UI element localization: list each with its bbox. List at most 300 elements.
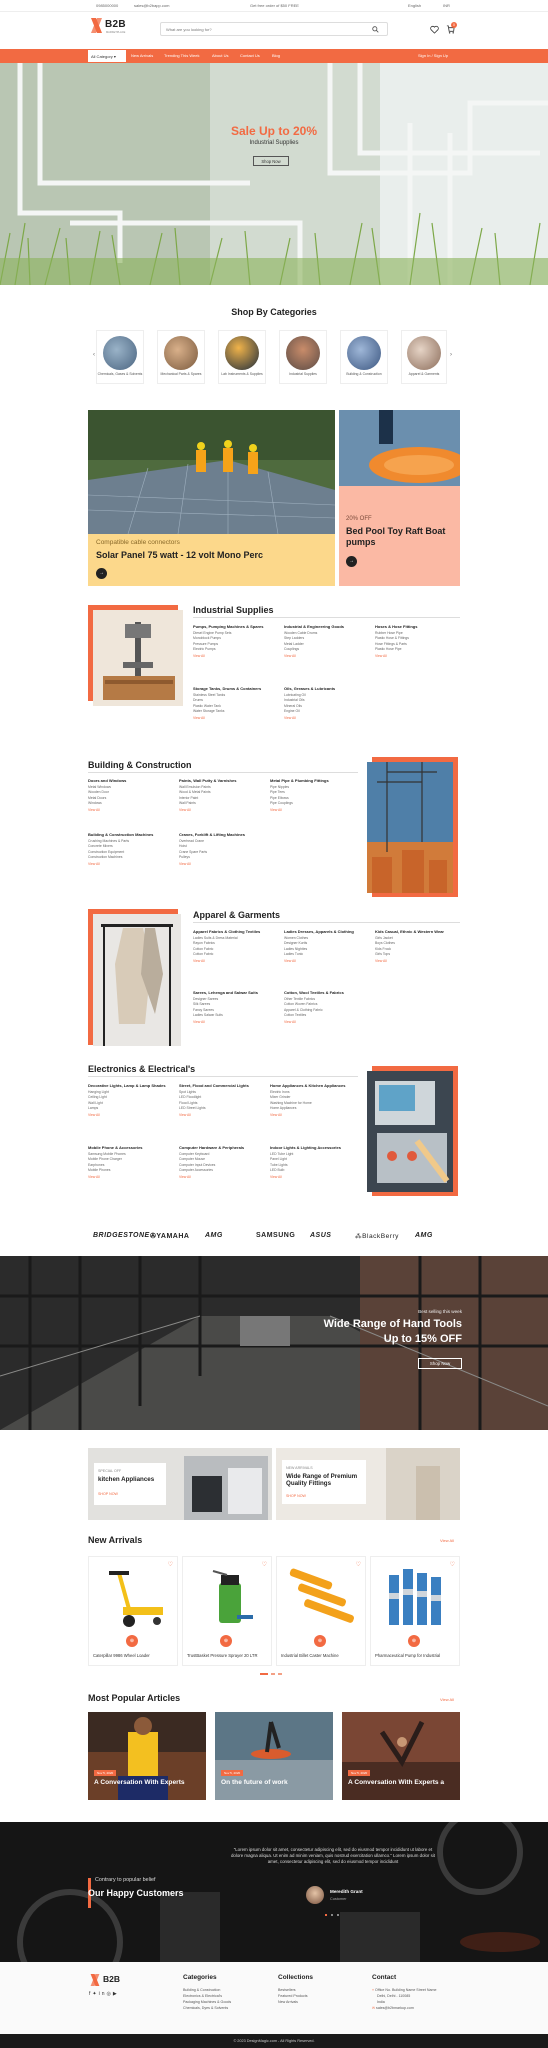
column-heading[interactable]: Building & Construction Machines bbox=[88, 832, 154, 837]
column-heading[interactable]: Decorative Lights, Lamp & Lamp Shades bbox=[88, 1083, 166, 1088]
new-arrivals-title: New Arrivals bbox=[88, 1535, 143, 1545]
article-date: Nov 5, 2020 bbox=[221, 1770, 243, 1776]
column-link[interactable]: Step Ladders bbox=[284, 636, 305, 641]
view-all-link[interactable]: View All bbox=[270, 1112, 282, 1117]
building-column bbox=[88, 778, 170, 812]
column-link[interactable]: Hanging Light bbox=[88, 1090, 109, 1094]
category-card[interactable] bbox=[96, 330, 144, 384]
column-link[interactable]: Cotton Textiles bbox=[284, 1013, 307, 1018]
electronics-column bbox=[270, 1145, 354, 1179]
column-link[interactable]: Plastic Water Tank bbox=[193, 703, 221, 708]
arrow-right-icon[interactable]: → bbox=[346, 556, 357, 567]
column-link[interactable]: Rubber Hose Pipe bbox=[375, 631, 403, 635]
column-link[interactable]: Pipe Couplings bbox=[270, 801, 293, 806]
product-card[interactable] bbox=[182, 1556, 272, 1666]
promo-text: Get free order of $50 FREE bbox=[250, 3, 299, 8]
view-all-link[interactable]: View All bbox=[284, 653, 296, 658]
column-link[interactable]: Industrial Oils bbox=[284, 698, 305, 703]
column-heading[interactable]: Kids Casual, Ethnic & Western Wear bbox=[375, 929, 444, 934]
column-link[interactable]: Interior Paint bbox=[179, 795, 199, 800]
add-to-cart-icon[interactable]: ⊕ bbox=[408, 1635, 420, 1647]
column-link[interactable]: LED Tube Light bbox=[270, 1152, 294, 1156]
electronics-column bbox=[179, 1083, 261, 1117]
linkedin-icon[interactable]: in bbox=[98, 1991, 107, 1997]
testimonial-title: Our Happy Customers bbox=[88, 1888, 184, 1898]
column-link[interactable]: Wall Paints bbox=[179, 801, 196, 806]
view-all-link[interactable]: View All bbox=[88, 807, 100, 812]
hero-shop-now-button[interactable]: Shop Now bbox=[253, 156, 289, 166]
column-link[interactable]: Plastic Hose Pipe bbox=[375, 647, 402, 652]
column-link[interactable]: Designer Kurtis bbox=[284, 941, 308, 946]
tools-shop-now-button[interactable]: Shop Now bbox=[418, 1358, 462, 1369]
category-image bbox=[225, 336, 259, 370]
view-all-link[interactable]: View All bbox=[375, 958, 387, 963]
view-all-link[interactable]: View All bbox=[193, 653, 205, 658]
column-link[interactable]: Designer Sarees bbox=[193, 997, 219, 1001]
view-all-link[interactable]: View All bbox=[270, 807, 282, 812]
footer-logo-icon[interactable] bbox=[90, 1974, 100, 1986]
footer-link[interactable]: Bestsellers bbox=[278, 1988, 296, 1992]
solar-tag: Compatible cable connectors bbox=[96, 539, 180, 546]
facebook-icon[interactable]: f bbox=[89, 1991, 93, 1997]
location-icon: ⌖ bbox=[372, 1988, 375, 1992]
column-link[interactable]: Wooden Door bbox=[88, 790, 109, 795]
divider bbox=[193, 922, 460, 923]
footer-categories-list bbox=[183, 1987, 231, 2011]
divider bbox=[88, 772, 358, 773]
article-title[interactable]: A Conversation With Experts bbox=[94, 1779, 185, 1786]
column-heading[interactable]: Sarees, Lehenga and Salwar Suits bbox=[193, 990, 258, 995]
customer-name: Meredith Grant bbox=[330, 1889, 363, 1894]
product-image bbox=[193, 1565, 263, 1633]
view-all-link[interactable]: View All bbox=[270, 1174, 282, 1179]
categories-title: Shop By Categories bbox=[231, 307, 317, 317]
product-image bbox=[283, 1567, 361, 1633]
product-image bbox=[99, 1569, 169, 1633]
brand-logo[interactable]: ✇YAMAHA bbox=[150, 1233, 190, 1240]
column-link[interactable]: Pipe Elbows bbox=[270, 795, 289, 800]
brand-logo[interactable]: AMG bbox=[205, 1232, 223, 1239]
column-link[interactable]: Women Clothes bbox=[284, 936, 309, 940]
column-link[interactable]: Metal Windows bbox=[88, 785, 111, 789]
column-link[interactable]: Ladies Salwar Suits bbox=[193, 1013, 223, 1018]
column-link[interactable]: Computer Input Devices bbox=[179, 1162, 216, 1167]
footer bbox=[0, 1962, 548, 2034]
add-to-cart-icon[interactable]: ⊕ bbox=[314, 1635, 326, 1647]
column-link[interactable]: Flood Lights bbox=[179, 1100, 198, 1105]
column-link[interactable]: Home Appliances bbox=[270, 1106, 297, 1111]
column-link[interactable]: Ladies Suits & Dress Material bbox=[193, 936, 238, 940]
column-link[interactable]: Wooden Cable Drums bbox=[284, 631, 318, 635]
category-card[interactable] bbox=[340, 330, 388, 384]
all-category-button[interactable] bbox=[88, 50, 126, 62]
column-heading[interactable]: Computer Hardware & Peripherals bbox=[179, 1145, 245, 1150]
column-link[interactable]: Samsung Mobile Phones bbox=[88, 1152, 126, 1156]
column-link[interactable]: Lubricating Oil bbox=[284, 693, 306, 697]
column-heading[interactable]: Metal Pipe & Plumbing Fittings bbox=[270, 778, 329, 783]
apparel-image bbox=[93, 914, 181, 1046]
column-link[interactable]: Overhead Crane bbox=[179, 839, 205, 843]
category-card[interactable] bbox=[279, 330, 327, 384]
product-card[interactable] bbox=[276, 1556, 366, 1666]
building-column bbox=[179, 778, 261, 812]
logo-text[interactable]: B2B bbox=[105, 19, 126, 30]
article-card[interactable] bbox=[342, 1712, 460, 1800]
column-link[interactable]: Construction Equipment bbox=[88, 849, 125, 854]
column-link[interactable]: LED Floodlight bbox=[179, 1095, 202, 1100]
divider bbox=[88, 1076, 358, 1077]
cart-count-badge: 0 bbox=[451, 22, 457, 28]
column-heading[interactable]: Indoor Lights & Lighting Accessories bbox=[270, 1145, 341, 1150]
view-all-link[interactable]: View All bbox=[179, 1112, 191, 1117]
building-title: Building & Construction bbox=[88, 760, 192, 770]
column-link[interactable]: Spot Lights bbox=[179, 1090, 196, 1094]
column-link[interactable]: Panel Light bbox=[270, 1157, 287, 1162]
main-nav bbox=[0, 49, 548, 63]
view-all-link[interactable]: View All bbox=[88, 1174, 100, 1179]
category-card[interactable] bbox=[218, 330, 266, 384]
column-link[interactable]: Crane Spare Parts bbox=[179, 849, 208, 854]
industrial-background-image bbox=[0, 1822, 548, 1962]
product-image bbox=[381, 1563, 451, 1633]
yamaha-icon: ✇ bbox=[150, 1233, 157, 1240]
footer-email-line[interactable]: ✉ sales@b2bmarkup.com bbox=[372, 2006, 414, 2010]
column-link[interactable]: LED Bulb bbox=[270, 1168, 285, 1173]
article-image bbox=[88, 1712, 206, 1800]
hero-banner bbox=[0, 63, 548, 285]
industrial-column bbox=[284, 624, 366, 658]
language-select[interactable]: English bbox=[408, 3, 422, 8]
category-card[interactable] bbox=[401, 330, 447, 384]
brand-logo[interactable]: BRIDGESTONE bbox=[93, 1232, 150, 1239]
pool-boat-image bbox=[339, 410, 460, 486]
column-link[interactable]: Lamps bbox=[88, 1106, 99, 1111]
electronics-column bbox=[88, 1145, 170, 1179]
category-label: Mechanical Parts & Spares bbox=[160, 372, 202, 376]
building-column bbox=[88, 832, 170, 866]
column-heading[interactable]: Apparel Fabrics & Clothing Textiles bbox=[193, 929, 261, 934]
fittings-shop-link[interactable]: SHOP NOW bbox=[286, 1494, 306, 1498]
column-link[interactable]: Mobile Phones bbox=[88, 1168, 111, 1173]
testimonial-dots[interactable] bbox=[325, 1914, 343, 1916]
sign-in-link[interactable]: Sign In / Sign Up bbox=[418, 53, 449, 58]
column-heading[interactable]: Cotton, Wool Textiles & Fabrics bbox=[284, 990, 344, 995]
nav-new-arrivals[interactable]: New Arrivals bbox=[131, 53, 154, 58]
heart-icon[interactable]: ♡ bbox=[261, 1562, 267, 1568]
twitter-icon[interactable]: ✦ bbox=[92, 1991, 99, 1997]
view-all-link[interactable]: View All bbox=[284, 958, 296, 963]
brand-logo[interactable]: SAMSUNG bbox=[256, 1232, 296, 1239]
column-heading[interactable]: Ladies Dresses, Apparels & Clothing bbox=[284, 929, 354, 934]
column-link[interactable]: Boys Clothes bbox=[375, 941, 395, 946]
search-input[interactable] bbox=[160, 22, 388, 36]
column-link[interactable]: Concrete Mixers bbox=[88, 844, 113, 849]
column-link[interactable]: Pipe Tees bbox=[270, 790, 285, 795]
electronics-column bbox=[88, 1083, 170, 1117]
apparel-column bbox=[284, 929, 366, 963]
new-arrivals-view-all[interactable]: View All bbox=[440, 1538, 454, 1543]
column-heading[interactable]: Hoses & Hose Fittings bbox=[375, 624, 418, 629]
logo-subtext: MARKETPLACE bbox=[106, 31, 126, 34]
nav-contact[interactable]: Contact Us bbox=[240, 53, 260, 58]
electronics-image bbox=[367, 1071, 453, 1192]
column-heading[interactable]: Storage Tanks, Drums & Containers bbox=[193, 686, 262, 691]
email-text[interactable]: sales@b2bapp.com bbox=[134, 3, 170, 8]
column-link[interactable]: Construction Machines bbox=[88, 855, 123, 860]
column-link[interactable]: Earphones bbox=[88, 1162, 105, 1167]
column-link[interactable]: Girls Tops bbox=[375, 952, 391, 957]
blackberry-icon: ⁂ bbox=[355, 1233, 363, 1240]
pool-promo-card[interactable] bbox=[339, 410, 460, 586]
column-heading[interactable]: Home Appliances & Kitchen Appliances bbox=[270, 1083, 346, 1088]
footer-link[interactable]: New Arrivals bbox=[278, 2000, 298, 2004]
column-link[interactable]: Engine Oil bbox=[284, 709, 300, 714]
building-column bbox=[179, 832, 261, 866]
category-label: Building & Construction bbox=[346, 372, 382, 376]
tools-tag: Best selling this week bbox=[418, 1309, 462, 1314]
youtube-icon[interactable]: ▶ bbox=[112, 1991, 119, 1997]
customer-role: Customer bbox=[330, 1897, 347, 1901]
add-to-cart-icon[interactable]: ⊕ bbox=[126, 1635, 138, 1647]
column-link[interactable]: Drums bbox=[193, 698, 203, 703]
column-link[interactable]: Wall Emulsion Paints bbox=[179, 785, 211, 789]
footer-link[interactable]: Building & Construction bbox=[183, 1988, 221, 1992]
category-image bbox=[164, 336, 198, 370]
footer-collections-heading: Collections bbox=[278, 1974, 314, 1981]
category-label: Chemicals, Gases & Solvents bbox=[97, 372, 143, 376]
column-link[interactable]: Water Storage Tanks bbox=[193, 709, 225, 714]
top-bar bbox=[0, 0, 548, 12]
brand-logo[interactable]: ⁂BlackBerry bbox=[355, 1233, 399, 1240]
hero-subtitle: Industrial Supplies bbox=[249, 140, 299, 146]
column-heading[interactable]: Industrial & Engineering Goods bbox=[284, 624, 345, 629]
column-link[interactable]: Silk Sarees bbox=[193, 1002, 211, 1007]
footer-collections-list bbox=[278, 1987, 308, 2005]
building-column bbox=[270, 778, 352, 812]
apparel-column bbox=[284, 990, 366, 1024]
footer-link[interactable]: Chemicals, Dyes & Solvents bbox=[183, 2006, 229, 2010]
nav-trending[interactable]: Trending This Week bbox=[164, 53, 200, 58]
column-link[interactable]: Pressure Pumps bbox=[193, 641, 219, 646]
pool-tag: 20% OFF bbox=[346, 516, 372, 522]
apparel-column bbox=[375, 929, 459, 963]
column-link[interactable]: Mixer Grinder bbox=[270, 1095, 291, 1100]
chevron-right-icon[interactable]: › bbox=[450, 352, 452, 358]
copyright-bar: © 2023 DesignMagic.com - All Rights Reserved. bbox=[0, 2034, 548, 2048]
view-all-link[interactable]: View All bbox=[88, 861, 100, 866]
column-heading[interactable]: Pumps, Pumping Machines & Spares bbox=[193, 624, 264, 629]
mail-icon: ✉ bbox=[372, 2006, 376, 2010]
column-link[interactable]: Electric Irons bbox=[270, 1090, 290, 1094]
column-heading[interactable]: Oils, Greases & Lubricants bbox=[284, 686, 336, 691]
column-link[interactable]: Tube Lights bbox=[270, 1162, 288, 1167]
articles-view-all[interactable]: View All bbox=[440, 1697, 454, 1702]
column-link[interactable]: Pipe Nipples bbox=[270, 785, 290, 789]
arrow-right-icon[interactable]: → bbox=[96, 568, 107, 579]
column-link[interactable]: Ladies Nighties bbox=[284, 946, 308, 951]
view-all-link[interactable]: View All bbox=[193, 1019, 205, 1024]
column-link[interactable]: Cotton Fabric bbox=[193, 946, 214, 951]
column-link[interactable]: Mobile Phone Charger bbox=[88, 1157, 122, 1162]
article-date: Nov 5, 2020 bbox=[348, 1770, 370, 1776]
column-link[interactable]: Pulleys bbox=[179, 855, 190, 860]
column-link[interactable]: Windows bbox=[88, 801, 102, 806]
all-category-label: All Category bbox=[91, 54, 113, 59]
wishlist-icon[interactable] bbox=[430, 25, 439, 34]
column-link[interactable]: Computer Mouse bbox=[179, 1157, 206, 1162]
apparel-column bbox=[193, 990, 275, 1024]
view-all-link[interactable]: View All bbox=[88, 1112, 100, 1117]
fittings-title: Wide Range of Premium Quality Fittings bbox=[286, 1473, 358, 1487]
kitchen-title: kitchen Appliances bbox=[98, 1476, 155, 1483]
add-to-cart-icon[interactable]: ⊕ bbox=[220, 1635, 232, 1647]
product-card[interactable] bbox=[370, 1556, 460, 1666]
column-link[interactable]: Computer Keyboard bbox=[179, 1152, 210, 1156]
category-card[interactable] bbox=[157, 330, 205, 384]
column-link[interactable]: Metal Doors bbox=[88, 795, 107, 800]
article-image bbox=[342, 1712, 460, 1800]
view-all-link[interactable]: View All bbox=[193, 715, 205, 720]
column-link[interactable]: Metal Ladder bbox=[284, 641, 304, 646]
column-link[interactable]: Hose Fittings & Parts bbox=[375, 641, 407, 646]
brand-logo[interactable]: ASUS bbox=[310, 1232, 332, 1239]
product-name[interactable]: TrustBasket Pressure Sprayer 20 LTR bbox=[187, 1653, 258, 1658]
apparel-title: Apparel & Garments bbox=[193, 910, 281, 920]
column-link[interactable]: Computer Accessories bbox=[179, 1168, 213, 1173]
column-link[interactable]: Couplings bbox=[284, 647, 300, 652]
column-heading[interactable]: Mobile Phone & Accessories bbox=[88, 1145, 143, 1150]
column-link[interactable]: Plastic Hose & Fittings bbox=[375, 636, 409, 641]
footer-categories-heading: Categories bbox=[183, 1974, 217, 1981]
view-all-link[interactable]: View All bbox=[375, 653, 387, 658]
tools-title: Wide Range of Hand Tools bbox=[323, 1318, 462, 1330]
solar-panel-image bbox=[88, 410, 335, 534]
nav-about[interactable]: About Us bbox=[212, 53, 229, 58]
carousel-dots[interactable] bbox=[260, 1673, 288, 1675]
view-all-link[interactable]: View All bbox=[284, 715, 296, 720]
building-image bbox=[367, 762, 453, 893]
pool-title: Bed Pool Toy Raft Boat pumps bbox=[346, 526, 446, 547]
column-link[interactable]: Ladies Tunic bbox=[284, 952, 304, 957]
chevron-left-icon[interactable]: ‹ bbox=[93, 352, 95, 358]
instagram-icon[interactable]: ◎ bbox=[106, 1991, 113, 1997]
footer-link[interactable]: Electronics & Electrical's bbox=[183, 1994, 223, 1998]
footer-link[interactable]: Packaging Machines & Goods bbox=[183, 2000, 232, 2004]
article-date: Nov 5, 2020 bbox=[94, 1770, 116, 1776]
column-link[interactable]: Wood & Metal Paints bbox=[179, 790, 211, 795]
column-link[interactable]: Wall Light bbox=[88, 1100, 103, 1105]
footer-link[interactable]: Featured Products bbox=[278, 1994, 308, 1998]
avatar bbox=[306, 1886, 324, 1904]
view-all-link[interactable]: View All bbox=[179, 861, 191, 866]
heart-icon[interactable]: ♡ bbox=[167, 1562, 173, 1568]
apparel-column bbox=[193, 929, 275, 963]
divider bbox=[193, 617, 460, 618]
heart-icon[interactable]: ♡ bbox=[449, 1562, 455, 1568]
testimonial-section bbox=[0, 1822, 548, 1962]
kitchen-tag: SPECIAL OFF bbox=[98, 1469, 122, 1473]
column-link[interactable]: LED Street Lights bbox=[179, 1106, 206, 1111]
column-link[interactable]: Apparel & Clothing Fabric bbox=[284, 1007, 323, 1012]
column-link[interactable]: Washing Machine for Home bbox=[270, 1100, 312, 1105]
footer-contact-list bbox=[372, 1987, 437, 2011]
product-name[interactable]: Industrial Billet Caster Machine bbox=[281, 1653, 339, 1658]
column-link[interactable]: Mineral Oils bbox=[284, 703, 302, 708]
column-link[interactable]: Fancy Sarees bbox=[193, 1007, 214, 1012]
product-name[interactable]: Pharmaceutical Pump for Industrial bbox=[375, 1653, 441, 1658]
product-name[interactable]: Caterpillar 9986 Wheel Loader bbox=[93, 1653, 150, 1658]
column-heading[interactable]: Cranes, Forklift & Lifting Machines bbox=[179, 832, 246, 837]
testimonial-quote: “Lorem ipsum dolor sit amet, consectetur adipiscing elit, sed do eiusmod tempor incididunt ut labore et dolore magna aliqua. Ut enim ad minim veniam, quis nostrud exercitation ullamco.” Lorem ipsum dolor sit amet, consectetur adipiscing elit, sed do eiusmod tempor incididunt bbox=[230, 1847, 435, 1864]
article-title[interactable]: On the future of work bbox=[221, 1779, 288, 1786]
article-card[interactable] bbox=[88, 1712, 206, 1800]
column-heading[interactable]: Doors and Windows bbox=[88, 778, 127, 783]
column-link[interactable]: Stainless Steel Tanks bbox=[193, 693, 226, 697]
logo-icon[interactable] bbox=[91, 18, 102, 33]
column-link[interactable]: Crushing Machines & Parts bbox=[88, 839, 130, 843]
chevron-down-icon: ▾ bbox=[113, 54, 116, 59]
product-card[interactable] bbox=[88, 1556, 178, 1666]
column-link[interactable]: Electric Pumps bbox=[193, 647, 216, 652]
industrial-column bbox=[375, 624, 457, 658]
column-link[interactable]: Cotton Woven Fabrics bbox=[284, 1002, 318, 1007]
footer-logo-text[interactable]: B2B bbox=[103, 1974, 121, 1984]
hero-title: Sale Up to 20% bbox=[230, 124, 318, 138]
tools-subtitle: Up to 15% OFF bbox=[383, 1333, 462, 1345]
column-link[interactable]: Hoist bbox=[179, 844, 187, 849]
category-image bbox=[103, 336, 137, 370]
brand-logo[interactable]: AMG bbox=[415, 1232, 433, 1239]
industrial-column bbox=[193, 624, 275, 658]
testimonial-small: Contrary to popular belief bbox=[95, 1877, 156, 1883]
view-all-link[interactable]: View All bbox=[179, 1174, 191, 1179]
solar-title: Solar Panel 75 watt - 12 volt Mono Perc bbox=[96, 550, 264, 560]
column-link[interactable]: Cotton Fabric bbox=[193, 952, 214, 957]
footer-address-line: ⌖ Office No. Building Name Street Name bbox=[372, 1988, 437, 1992]
column-heading[interactable]: Paints, Wall Putty & Varnishes bbox=[179, 778, 237, 783]
social-icons bbox=[89, 1991, 119, 1997]
industrial-column bbox=[284, 686, 366, 720]
view-all-link[interactable]: View All bbox=[284, 1019, 296, 1024]
nav-blog[interactable]: Blog bbox=[272, 53, 281, 58]
kitchen-shop-link[interactable]: SHOP NOW bbox=[98, 1492, 118, 1496]
column-link[interactable]: Other Textile Fabrics bbox=[284, 997, 316, 1001]
industrial-image bbox=[93, 610, 183, 706]
column-link[interactable]: Monoblock Pumps bbox=[193, 636, 221, 641]
column-heading[interactable]: Street, Flood and Commercial Lights bbox=[179, 1083, 249, 1088]
category-label: Industrial Supplies bbox=[289, 372, 317, 376]
currency-select[interactable]: INR bbox=[443, 3, 450, 8]
column-link[interactable]: Ceiling Light bbox=[88, 1095, 107, 1100]
industrial-title: Industrial Supplies bbox=[193, 605, 274, 615]
search-icon[interactable] bbox=[372, 26, 379, 33]
category-image bbox=[407, 336, 441, 370]
electronics-column bbox=[179, 1145, 261, 1179]
heart-icon[interactable]: ♡ bbox=[355, 1562, 361, 1568]
column-link[interactable]: Girls Jacket bbox=[375, 936, 393, 940]
solar-promo-card[interactable] bbox=[88, 410, 335, 586]
column-link[interactable]: Diesel Engine Pump Sets bbox=[193, 631, 232, 635]
electronics-title: Electronics & Electrical's bbox=[88, 1064, 196, 1074]
category-label: Apparel & Garments bbox=[408, 372, 440, 376]
view-all-link[interactable]: View All bbox=[193, 958, 205, 963]
hero-pipes-illustration bbox=[0, 63, 548, 285]
article-card[interactable] bbox=[215, 1712, 333, 1800]
column-link[interactable]: Kids Frock bbox=[375, 946, 392, 951]
article-title[interactable]: A Conversation With Experts a bbox=[348, 1779, 445, 1786]
column-link[interactable]: Rayon Fabrics bbox=[193, 941, 215, 946]
view-all-link[interactable]: View All bbox=[179, 807, 191, 812]
